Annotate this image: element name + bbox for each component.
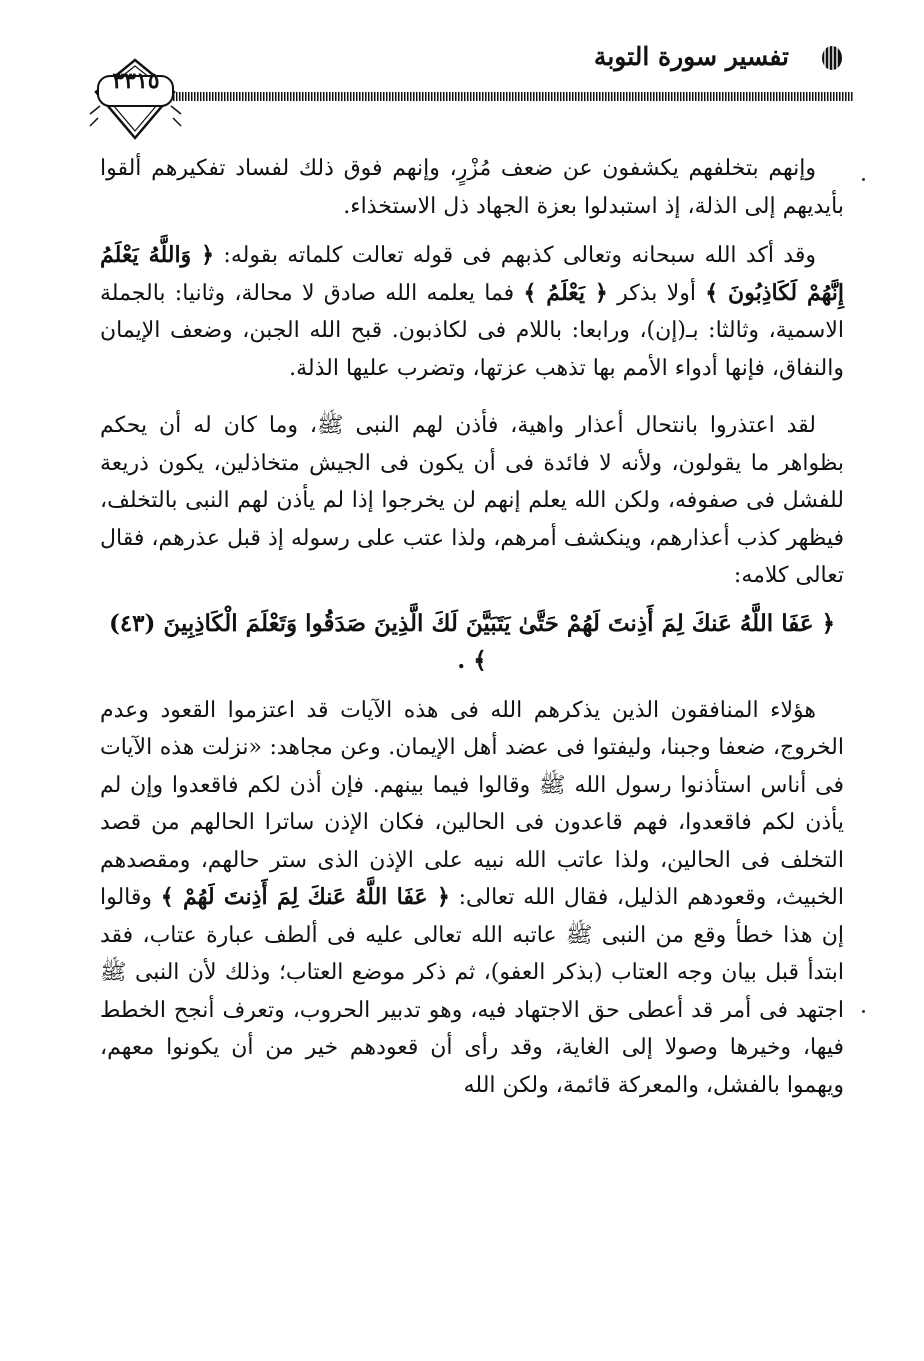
page-body xyxy=(100,150,844,1104)
paragraph-4-text: هؤلاء المنافقون الذين يذكرهم الله فى هذه الآيات قد اعتزموا القعود وعدم الخروج، ضعفا وجبنا، وليفتوا فى عضد أهل الإيمان. وعن مجاهد: «نزلت هذه الآيات فى أناس استأذنوا رسول الله ﷺ وقالوا فيما بينهم. فإن أذن لكم فاقعدوا وإن لم يأذن لكم فاقعدوا، فهم قاعدون فى الحالين، فكان الإذن ساترا الحالهم من قصد التخلف فى الحالين، ولذا عاتب الله نبيه على الإذن الذى ستر حالهم، ومقصدهم الخبيث، وقعودهم الذليل، فقال الله تعالى: xyxy=(100,697,844,910)
page-header xyxy=(0,0,924,140)
page-number: ٣٣١٥ xyxy=(112,68,160,94)
quran-quote: ﴿ يَعْلَمُ ﴾ xyxy=(523,279,608,306)
paragraph-2 xyxy=(100,237,844,387)
paragraph-1: وإنهم بتخلفهم يكشفون عن ضعف مُزْرٍ، وإنهم فوق ذلك لفساد تفكيرهم ألقوا بأيديهم إلى الذلة، إذ استبدلوا بعزة الجهاد ذل الاستخذاء. xyxy=(100,156,844,219)
quran-verse: ﴿ عَفَا اللَّهُ عَنكَ لِمَ أَذِنتَ لَهُمْ حَتَّىٰ يَتَبَيَّنَ لَكَ الَّذِينَ صَدَقُوا وَتَعْلَمَ الْكَاذِبِينَ (٤٣) ﴾ . xyxy=(108,609,836,674)
paragraph-2-intro: وقد أكد الله سبحانه وتعالى كذبهم فى قوله تعالت كلماته بقوله: xyxy=(223,243,816,268)
quran-quote: ﴿ وَاللَّهُ يَعْلَمُ إِنَّهُمْ لَكَاذِبُونَ ﴾ xyxy=(100,242,844,306)
ornament-icon xyxy=(820,44,844,72)
paragraph-2-text: فما يعلمه الله صادق لا محالة، وثانيا: بالجملة الاسمية، وثالثا: بـ(إن)، ورابعا: باللام فى لكاذبون. قبح الله الجبن، وضعف الإيمان والنفاق، فإنها أدواء الأمم بها تذهب عزتها، وتضرب عليها الذلة. xyxy=(100,280,844,381)
paragraph-2-text: أولا بذكر xyxy=(617,280,696,306)
header-rule xyxy=(170,92,854,101)
paragraph-3: لقد اعتذروا بانتحال أعذار واهية، فأذن لهم النبى ﷺ، وما كان له أن يحكم بظواهر ما يقولون، ولأنه لا فائدة فى أن يكون فى الجيش متخاذلين، يكون ذريعة للفشل فى صفوفه، ولكن الله يعلم إنهم لن يخرجوا إذا لم يأذن لهم النبى بالتخلف، فيظهر كذب أعذارهم، وينكشف أمرهم، ولذا عتب على رسوله إذ قبل عذرهم، فقال تعالى كلامه: xyxy=(100,413,844,588)
page-title: تفسير سورة التوبة xyxy=(593,42,789,71)
quran-quote: ﴿ عَفَا اللَّهُ عَنكَ لِمَ أَذِنتَ لَهُمْ ﴾ xyxy=(160,884,450,910)
stray-mark xyxy=(862,1010,865,1013)
paragraph-4 xyxy=(100,692,844,1105)
stray-mark xyxy=(862,178,865,181)
paragraph-4-text: وقالوا إن هذا خطأ وقع من النبى ﷺ عاتبه الله تعالى عليه فى ألطف عبارة عتاب، فقد ابتدأ قبل بيان وجه العتاب (بذكر العفو)، ثم ذكر موضع العتاب؛ وذلك لأن النبى ﷺ اجتهد فى أمر قد أعطى حق الاجتهاد فيه، وهو تدبير الحروب، وتعرف أنجح الخطط فيها، وخيرها وصولا إلى الغاية، وقد رأى أن قعودهم خير من أن يكونوا معهم، ويهموا بالفشل، والمعركة قائمة، ولكن الله xyxy=(100,885,844,1098)
